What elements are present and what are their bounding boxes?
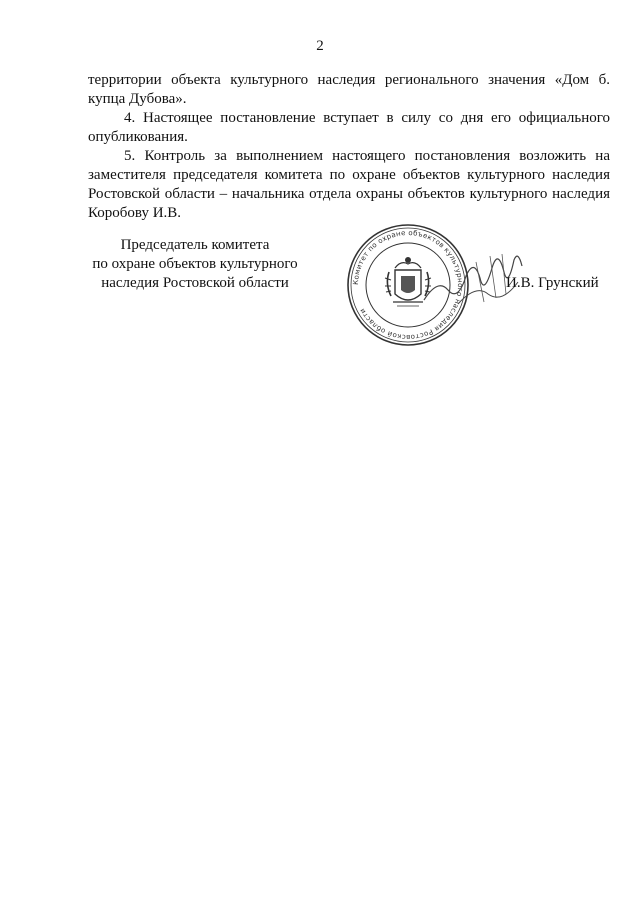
paragraph-continuation: территории объекта культурного наследия регионального значения «Дом б. купца Дубова».: [88, 72, 610, 107]
signatory-title-line: наследия Ростовской области: [101, 275, 289, 291]
signatory-name: И.В. Грунский: [506, 275, 599, 291]
signatory-title: [70, 236, 320, 293]
signatory-title-line: Председатель комитета: [120, 237, 270, 253]
seal-ring-text: Комитет по охране объектов культурного наследия Ростовской области: [351, 228, 465, 342]
signatory-title-line: по охране объектов культурного: [92, 256, 298, 272]
paragraph-item-5: 5. Контроль за выполнением настоящего постановления возложить на заместителя председателя комитета по охране объектов культурного наследия Ростовской области – начальника отдела охраны объектов культурного наследия Коробову И.В.: [88, 148, 610, 221]
page-number: 2: [316, 38, 324, 54]
document-body: [88, 71, 610, 223]
paragraph-item-4: 4. Настоящее постановление вступает в силу со дня его официального опубликования.: [88, 110, 610, 145]
